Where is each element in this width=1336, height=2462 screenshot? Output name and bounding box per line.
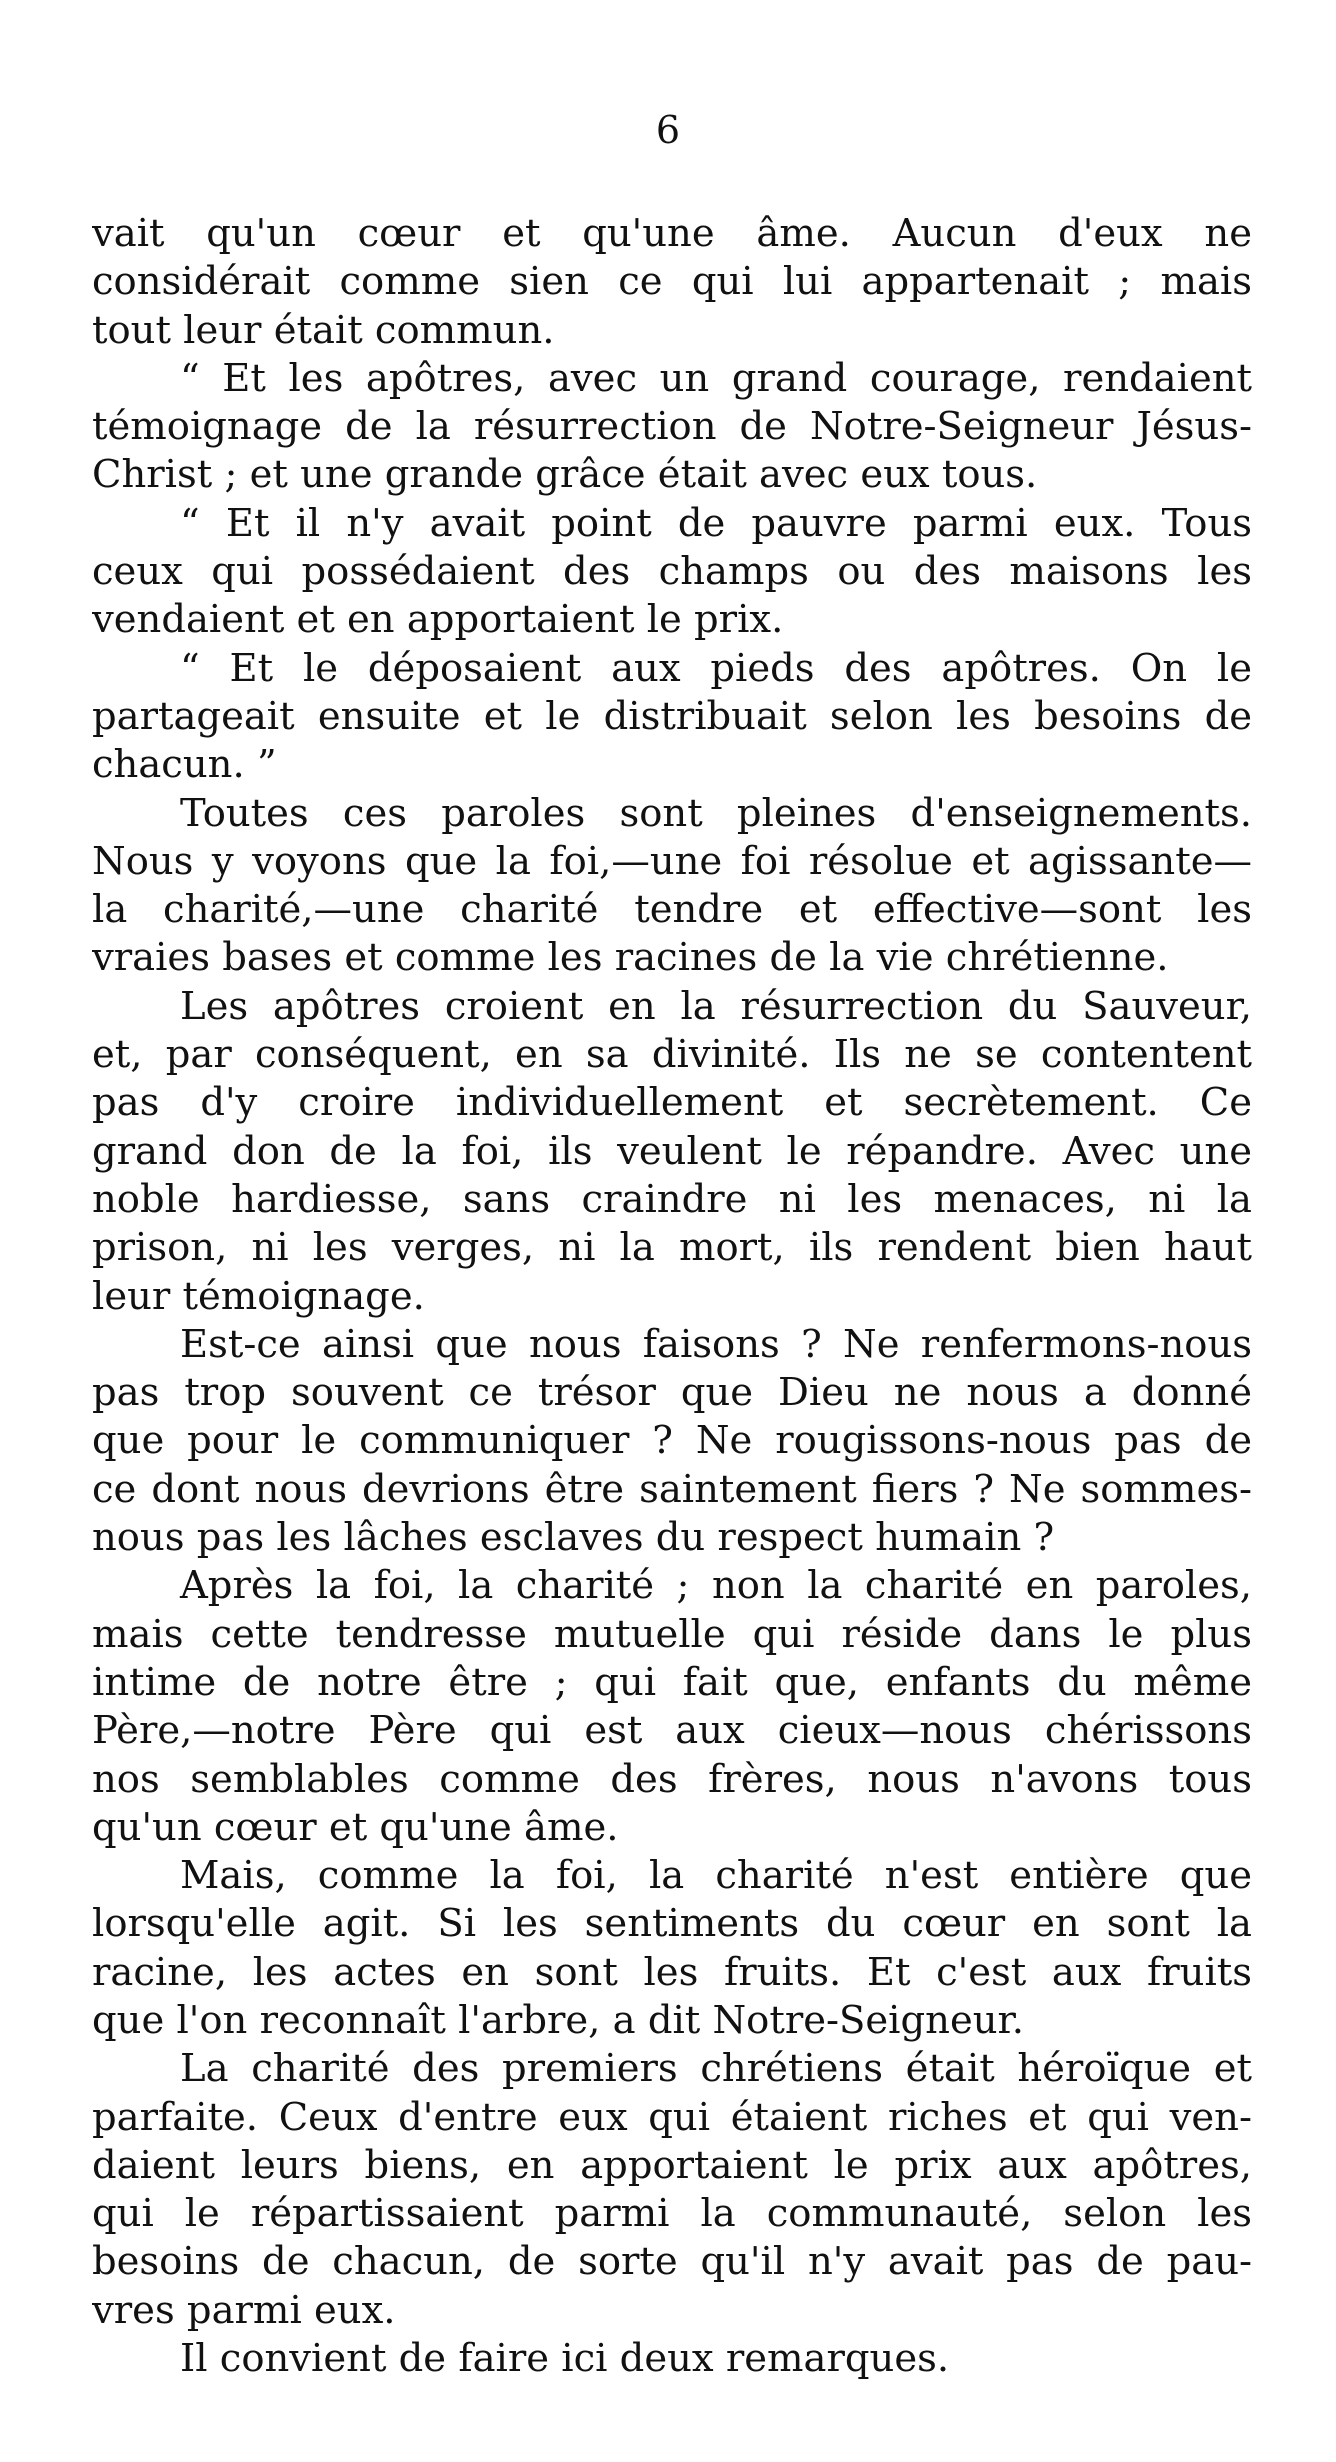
text-line: noble hardiesse, sans craindre ni les menaces, ni la xyxy=(92,1176,1252,1222)
text-line: besoins de chacun, de sorte qu'il n'y avait pas de pau- xyxy=(92,2239,1252,2285)
text-line: tout leur était commun. xyxy=(92,307,555,353)
text-line: daient leurs biens, en apportaient le prix aux apôtres, xyxy=(92,2142,1252,2188)
text-line: Il convient de faire ici deux remarques. xyxy=(180,2336,950,2382)
page-number: 6 xyxy=(655,108,681,152)
text-line: Les apôtres croient en la résurrection du Sauveur, xyxy=(180,983,1252,1029)
text-line: Mais, comme la foi, la charité n'est entière que xyxy=(180,1853,1252,1899)
text-line: témoignage de la résurrection de Notre-Seigneur Jésus- xyxy=(92,404,1252,450)
text-line: que l'on reconnaît l'arbre, a dit Notre-Seigneur. xyxy=(92,1997,1024,2043)
text-line: La charité des premiers chrétiens était héroïque et xyxy=(180,2046,1252,2092)
text-line: nous pas les lâches esclaves du respect humain ? xyxy=(92,1515,1055,1561)
text-line: Est-ce ainsi que nous faisons ? Ne renfermons-nous xyxy=(180,1321,1252,1367)
text-line: pas d'y croire individuellement et secrètement. Ce xyxy=(92,1080,1252,1126)
text-line: et, par conséquent, en sa divinité. Ils ne se contentent xyxy=(92,1032,1252,1078)
text-line: “ Et il n'y avait point de pauvre parmi eux. Tous xyxy=(180,500,1252,546)
text-line: nos semblables comme des frères, nous n'avons tous xyxy=(92,1756,1252,1802)
text-line: la charité,—une charité tendre et effective—sont les xyxy=(92,887,1252,933)
text-line: considérait comme sien ce qui lui appartenait ; mais xyxy=(92,259,1252,305)
text-line: vres parmi eux. xyxy=(92,2287,396,2333)
body-text xyxy=(92,210,1252,2383)
text-line: vraies bases et comme les racines de la vie chrétienne. xyxy=(92,935,1169,981)
text-line: vendaient et en apportaient le prix. xyxy=(92,597,784,643)
text-line: prison, ni les verges, ni la mort, ils rendent bien haut xyxy=(92,1225,1252,1271)
text-line: “ Et les apôtres, avec un grand courage, rendaient xyxy=(180,355,1252,401)
text-line: intime de notre être ; qui fait que, enfants du même xyxy=(92,1659,1252,1705)
text-line: pas trop souvent ce trésor que Dieu ne nous a donné xyxy=(92,1370,1252,1416)
text-line: chacun. ” xyxy=(92,742,277,788)
text-line: mais cette tendresse mutuelle qui réside dans le plus xyxy=(92,1611,1252,1657)
text-line: qu'un cœur et qu'une âme. xyxy=(92,1804,619,1850)
text-line: racine, les actes en sont les fruits. Et c'est aux fruits xyxy=(92,1949,1252,1995)
text-line: que pour le communiquer ? Ne rougissons-nous pas de xyxy=(92,1418,1252,1464)
text-line: vait qu'un cœur et qu'une âme. Aucun d'eux ne xyxy=(92,211,1252,256)
text-line: lorsqu'elle agit. Si les sentiments du cœur en sont la xyxy=(92,1901,1252,1947)
text-line: leur témoignage. xyxy=(92,1273,425,1319)
text-line: Christ ; et une grande grâce était avec eux tous. xyxy=(92,452,1038,498)
text-line: Toutes ces paroles sont pleines d'enseignements. xyxy=(180,790,1252,836)
text-line: partageait ensuite et le distribuait selon les besoins de xyxy=(92,693,1252,739)
text-line: ceux qui possédaient des champs ou des maisons les xyxy=(92,549,1252,595)
text-line: Après la foi, la charité ; non la charité en paroles, xyxy=(180,1563,1252,1609)
text-line: “ Et le déposaient aux pieds des apôtres. On le xyxy=(180,645,1252,691)
text-line: grand don de la foi, ils veulent le répandre. Avec une xyxy=(92,1128,1252,1174)
text-line: ce dont nous devrions être saintement fiers ? Ne sommes- xyxy=(92,1466,1252,1512)
text-line: Père,—notre Père qui est aux cieux—nous chérissons xyxy=(92,1708,1252,1754)
text-line: Nous y voyons que la foi,—une foi résolue et agissante— xyxy=(92,838,1252,884)
text-line: parfaite. Ceux d'entre eux qui étaient riches et qui ven- xyxy=(92,2094,1252,2140)
text-line: qui le répartissaient parmi la communauté, selon les xyxy=(92,2191,1252,2237)
